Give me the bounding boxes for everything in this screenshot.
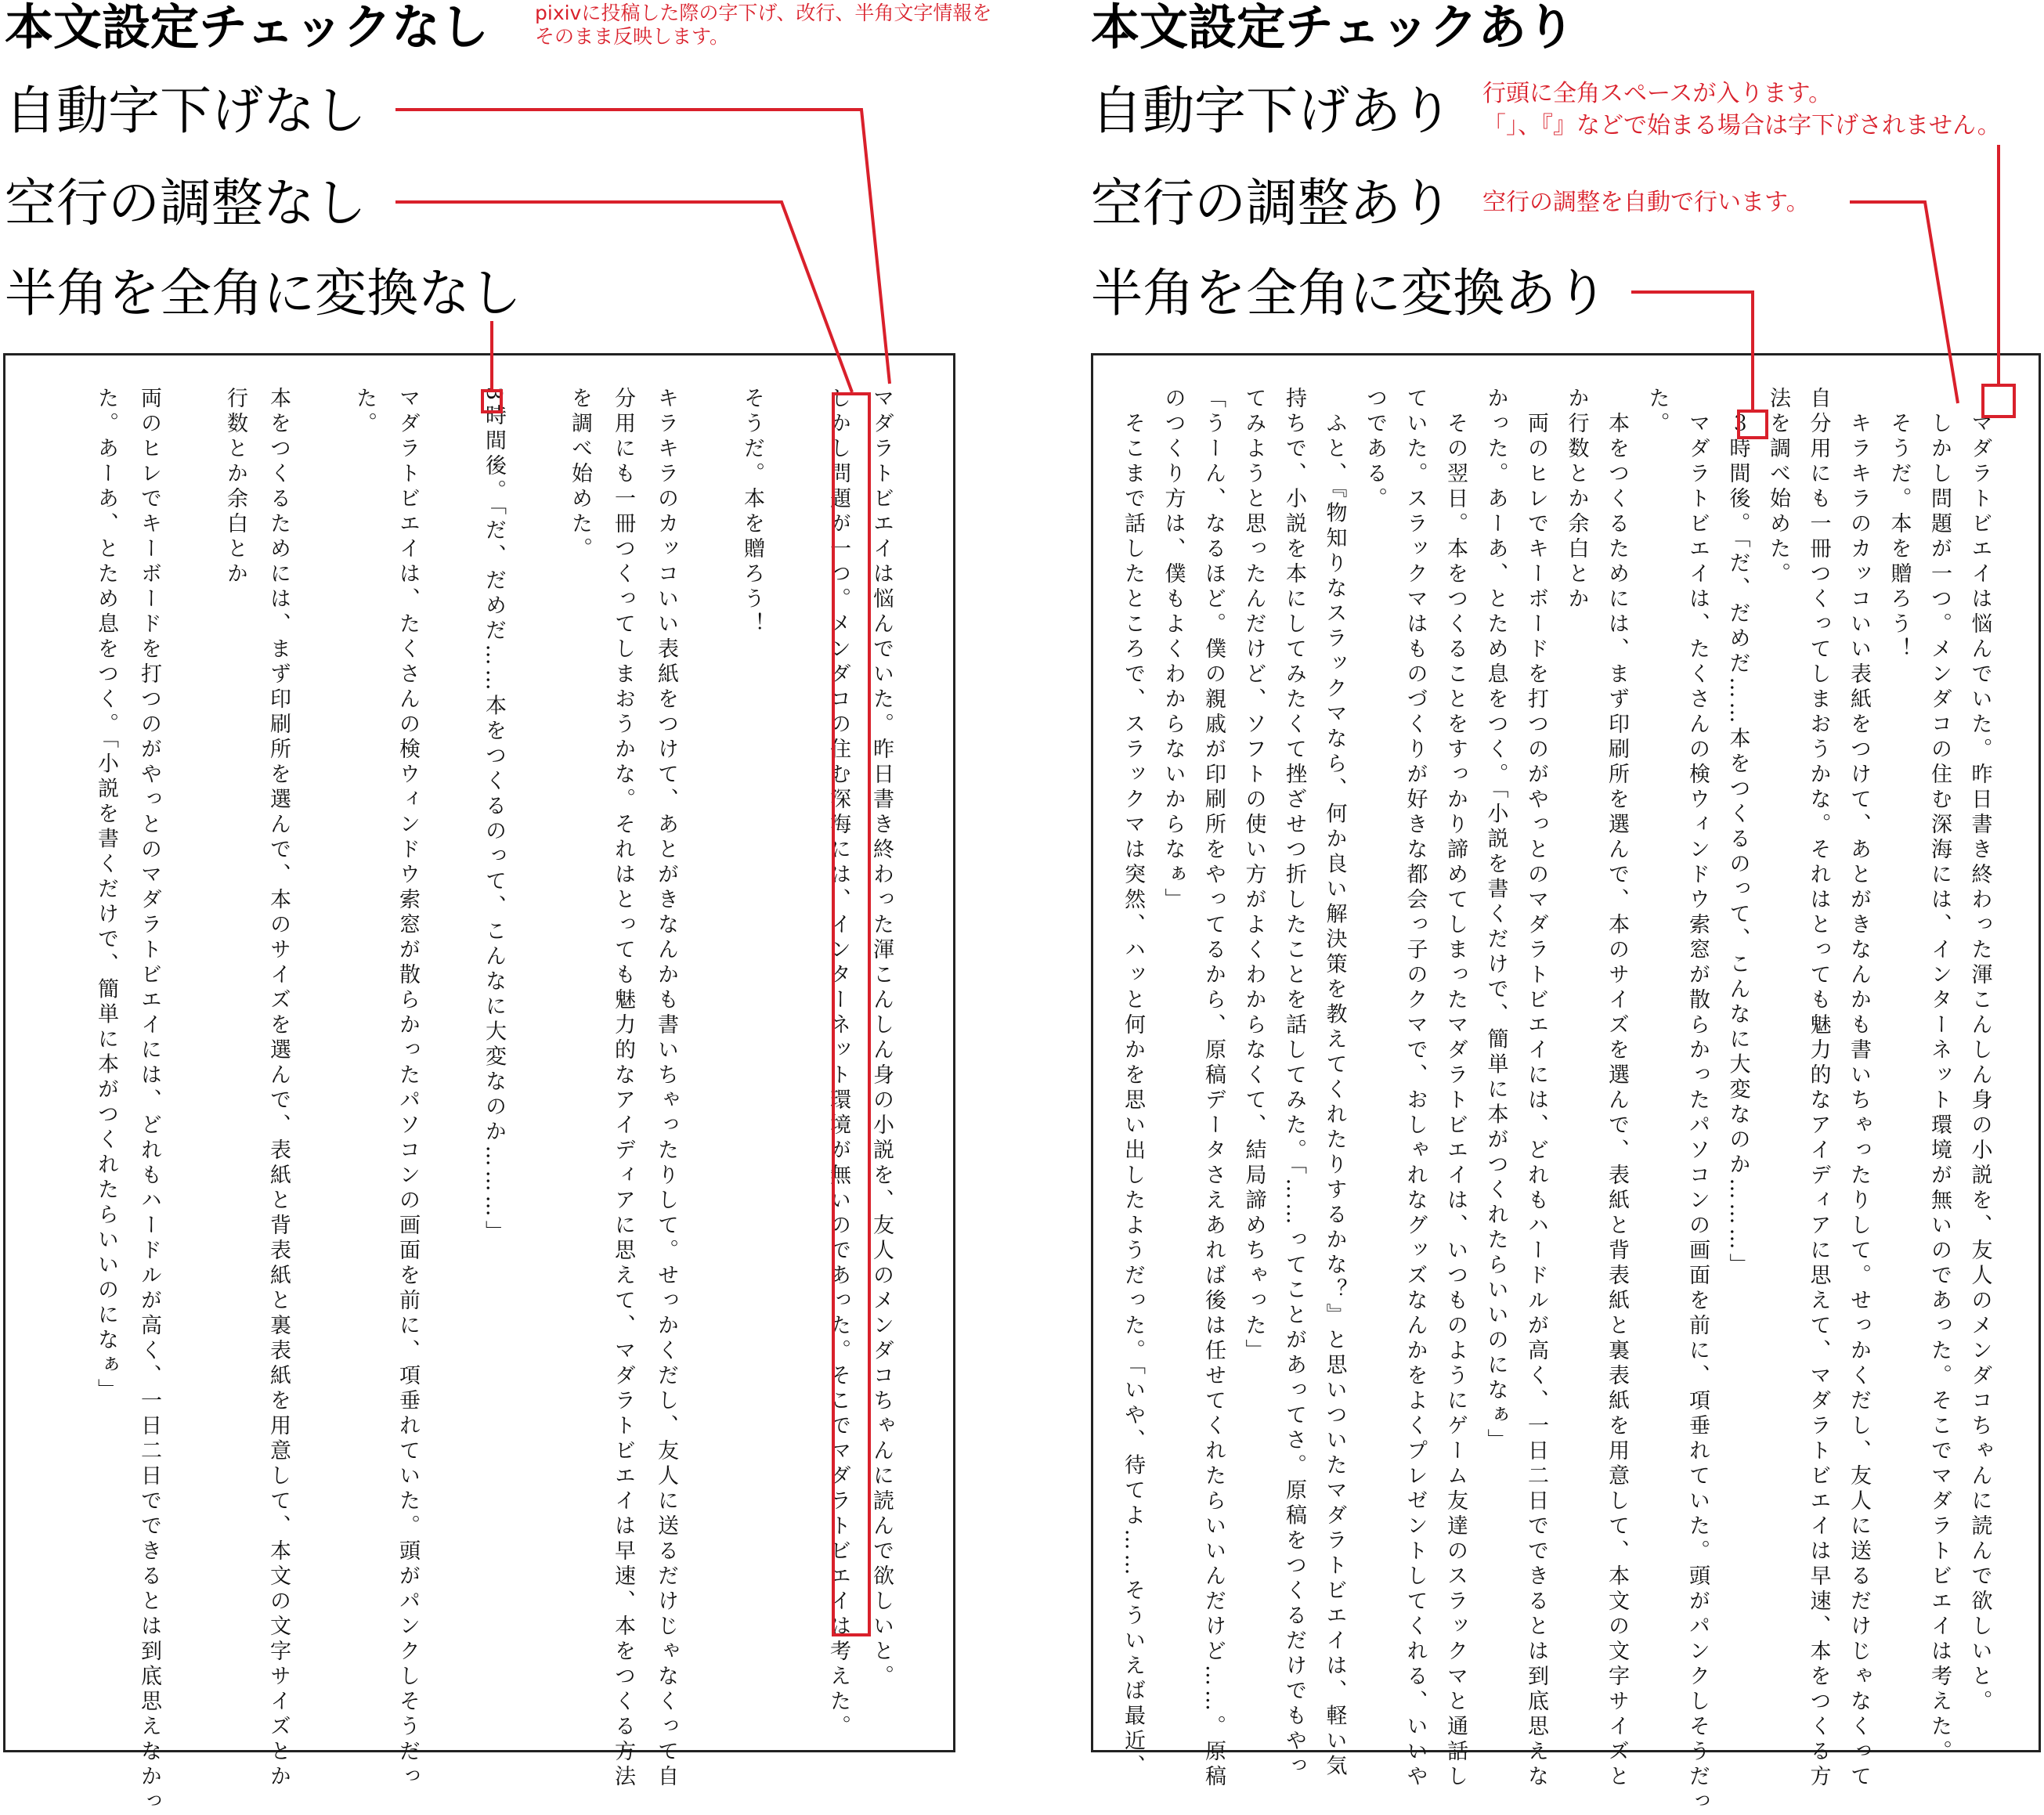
- left-text-column: た。あーあ、とため息をつく。「小説を書くだけで、簡単に本がつくれたらいいのになぁ」: [94, 387, 118, 1404]
- right-text-column: そこまで話したところで、スラックマは突然、ハッと何かを思い出したようだった。「いや、待てよ……そういえば最近、: [1121, 387, 1145, 1780]
- right-text-column: その翌日。本をつくることをすっかり諦めてしまったマダラトビエイは、いつものようにゲーム友達のスラックマと通話し: [1443, 387, 1468, 1790]
- left-title: 本文設定チェックなし: [5, 0, 489, 56]
- right-text-column: しかし問題が一つ。メンダコの住む深海には、インターネット環境が無いのであった。そこでマダラトビエイは考えた。: [1927, 387, 1952, 1765]
- right-text-column: 持ちで、小説を本にしてみたくて挫ざせつ折したことを話してみた。「……ってことがあってさ。原稿をつくるだけでもやっ: [1282, 387, 1306, 1780]
- left-text-column: そうだ。本を贈ろう！: [740, 387, 764, 637]
- right-text-column: 「うーん、なるほど。僕の親戚が印刷所をやってるから、原稿データさえあれば後は任せてくれたらいいんだけど……。原稿: [1201, 387, 1226, 1790]
- right-text-column: 自分用にも一冊つくってしまおうかな。それはとっても魅力的なアイディアに思えて、マダラトビエイは早速、本をつくる方: [1806, 387, 1831, 1790]
- left-setting-auto-indent: 自動字下げなし: [5, 81, 367, 141]
- left-setting-blank-line: 空行の調整なし: [5, 173, 367, 233]
- right-note-indent-1: 行頭に全角スペースが入ります。: [1482, 80, 1833, 107]
- right-text-column: てみようと思ったんだけど、ソフトの使い方がよくわからなくて、結局諦めちゃった」: [1241, 387, 1266, 1364]
- right-text-column: 本をつくるためには、まず印刷所を選んで、本のサイズを選んで、表紙と背表紙と裏表紙を用意して、本文の文字サイズと: [1605, 387, 1629, 1790]
- left-text-column: 両のヒレでキーボードを打つのがやっとのマダラトビエイには、どれもハードルが高く、一日二日でできるとは到底思えなかっ: [137, 387, 161, 1815]
- right-setting-blank-line: 空行の調整あり: [1091, 173, 1453, 233]
- right-text-column: ていた。スラックマはものづくりが好きな都会っ子のクマで、おしゃれなグッズなんかをよくプレゼントしてくれる、いいや: [1403, 387, 1428, 1790]
- right-text-column: マダラトビエイは、たくさんの検ウィンドウ索窓が散らかったパソコンの画面を前に、項垂れていた。頭がパンクしそうだっ: [1685, 387, 1710, 1815]
- right-text-column: ３時間後。「だ、だめだ……本をつくるのって、こんなに大変なのか………」: [1725, 387, 1750, 1279]
- left-text-column: た。: [352, 387, 377, 437]
- right-text-column: た。: [1645, 387, 1670, 437]
- right-text-column: かった。あーあ、とため息をつく。「小説を書くだけで、簡単に本がつくれたらいいのになぁ」: [1483, 387, 1508, 1454]
- left-text-column: を調べ始めた。: [568, 387, 592, 562]
- left-setting-halfwidth: 半角を全角に変換なし: [5, 263, 522, 323]
- left-text-column: 分用にも一冊つくってしまおうかな。それはとっても魅力的なアイディアに思えて、マダラトビエイは早速、本をつくる方法: [611, 387, 635, 1790]
- leader-left-auto-indent: [395, 110, 890, 384]
- right-text-column: 法を調べ始めた。: [1766, 387, 1790, 587]
- right-text-column: か行数とか余白とか: [1564, 387, 1589, 612]
- leader-right-blank-line: [1850, 202, 1958, 403]
- left-text-column: 本をつくるためには、まず印刷所を選んで、本のサイズを選んで、表紙と背表紙と裏表紙を用意して、本文の文字サイズとか: [266, 387, 291, 1790]
- left-note-line-1: pixivに投稿した際の字下げ、改行、半角文字情報を: [535, 2, 992, 24]
- right-text-column: キラキラのカッコいい表紙をつけて、あとがきなんかも書いちゃったりして。せっかくだし、友人に送るだけじゃなくって: [1847, 387, 1871, 1790]
- left-text-column: 3時間後。「だ、だめだ……本をつくるのって、こんなに大変なのか………」: [482, 387, 506, 1246]
- right-text-column: そうだ。本を贈ろう！: [1887, 387, 1912, 662]
- right-text-column: マダラトビエイは悩んでいた。昨日書き終わった渾こんしん身の小説を、友人のメンダコちゃんに読んで欲しいと。: [1967, 387, 1992, 1715]
- right-title: 本文設定チェックあり: [1091, 0, 1576, 56]
- right-setting-auto-indent: 自動字下げあり: [1091, 81, 1453, 141]
- right-text-column: 両のヒレでキーボードを打つのがやっとのマダラトビエイには、どれもハードルが高く、一日二日でできるとは到底思えな: [1524, 387, 1548, 1790]
- left-text-column: しかし問題が一つ。メンダコの住む深海には、インターネット環境が無いのであった。そこでマダラトビエイは考えた。: [826, 387, 850, 1740]
- leader-left-blank-line: [395, 202, 852, 392]
- left-text-column: マダラトビエイは、たくさんの検ウィンドウ索窓が散らかったパソコンの画面を前に、項垂れていた。頭がパンクしそうだっ: [395, 387, 420, 1790]
- right-text-column: ふと、『物知りなスラックマなら、何か良い解決策を教えてくれたりするかな？』と思いついたマダラトビエイは、軽い気: [1322, 387, 1347, 1780]
- left-note-line-2: そのまま反映します。: [535, 25, 730, 48]
- leader-right-halfwidth: [1631, 292, 1753, 410]
- right-text-column: つである。: [1363, 387, 1387, 512]
- left-text-column: マダラトビエイは悩んでいた。昨日書き終わった渾こんしん身の小説を、友人のメンダコちゃんに読んで欲しいと。: [869, 387, 894, 1690]
- right-text-column: のつくり方は、僕もよくわからないからなぁ」: [1161, 387, 1186, 913]
- left-text-column: 行数とか余白とか: [223, 387, 247, 587]
- right-note-blank: 空行の調整を自動で行います。: [1482, 189, 1810, 216]
- right-setting-halfwidth: 半角を全角に変換あり: [1091, 263, 1608, 323]
- left-text-column: キラキラのカッコいい表紙をつけて、あとがきなんかも書いちゃったりして。せっかくだし、友人に送るだけじゃなくって自: [654, 387, 678, 1790]
- right-note-indent-2: 「」、『』などで始まる場合は字下げされません。: [1482, 112, 2001, 139]
